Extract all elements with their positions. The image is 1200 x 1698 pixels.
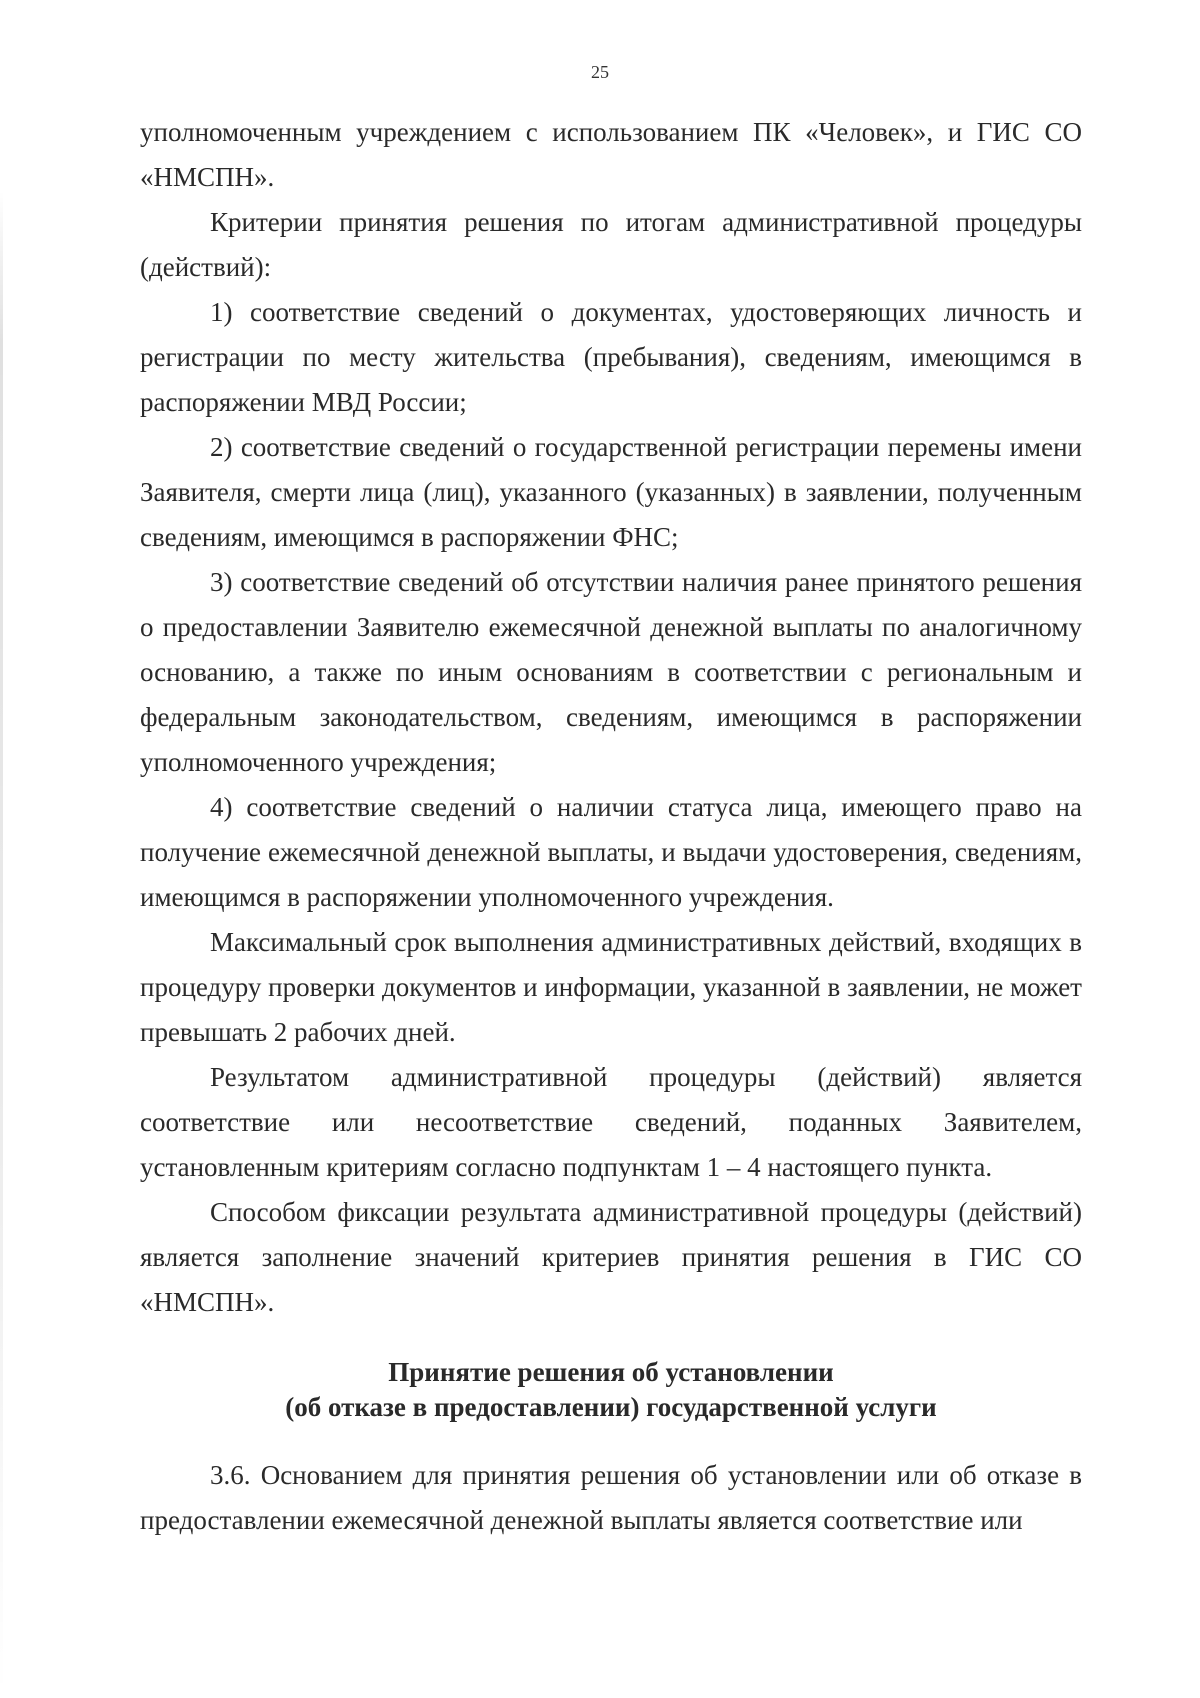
paragraph-continuation: уполномоченным учреждением с использованием ПК «Человек», и ГИС СО «НМСПН». bbox=[140, 117, 1082, 192]
paragraph-criterion-3: 3) соответствие сведений об отсутствии наличия ранее принятого решения о предоставлении Заявителю ежемесячной денежной выплаты по аналогичному основанию, а также по иным основаниям в соответствии с региональным и федеральным законодательством, сведениям, имеющимся в распоряжении уполномоченного учреждения; bbox=[140, 567, 1082, 777]
paragraph-result: Результатом административной процедуры (действий) является соответствие или несоответствие сведений, поданных Заявителем, установленным критериям согласно подпунктам 1 – 4 настоящего пункта. bbox=[140, 1062, 1082, 1182]
paragraph-fixation-method: Способом фиксации результата административной процедуры (действий) является заполнение значений критериев принятия решения в ГИС СО «НМСПН». bbox=[140, 1197, 1082, 1317]
paragraph-criterion-2: 2) соответствие сведений о государственной регистрации перемены имени Заявителя, смерти лица (лиц), указанного (указанных) в заявлении, полученным сведениям, имеющимся в распоряжении ФНС; bbox=[140, 432, 1082, 552]
page-number: 25 bbox=[591, 62, 609, 82]
section-heading-line-2: (об отказе в предоставлении) государственной услуги bbox=[285, 1392, 937, 1422]
paragraph-criteria-intro: Критерии принятия решения по итогам административной процедуры (действий): bbox=[140, 207, 1082, 282]
section-heading bbox=[140, 1355, 1082, 1425]
paragraph-3-6: 3.6. Основанием для принятия решения об установлении или об отказе в предоставлении ежемесячной денежной выплаты является соответствие или bbox=[140, 1460, 1082, 1535]
section-heading-line-1: Принятие решения об установлении bbox=[388, 1357, 834, 1387]
scan-edge-shadow bbox=[0, 190, 3, 1698]
paragraph-max-term: Максимальный срок выполнения административных действий, входящих в процедуру проверки документов и информации, указанной в заявлении, не может превышать 2 рабочих дней. bbox=[140, 927, 1082, 1047]
paragraph-criterion-4: 4) соответствие сведений о наличии статуса лица, имеющего право на получение ежемесячной денежной выплаты, и выдачи удостоверения, сведениям, имеющимся в распоряжении уполномоченного учреждения. bbox=[140, 792, 1082, 912]
paragraph-criterion-1: 1) соответствие сведений о документах, удостоверяющих личность и регистрации по месту жительства (пребывания), сведениям, имеющимся в распоряжении МВД России; bbox=[140, 297, 1082, 417]
document-body bbox=[140, 110, 1082, 1543]
